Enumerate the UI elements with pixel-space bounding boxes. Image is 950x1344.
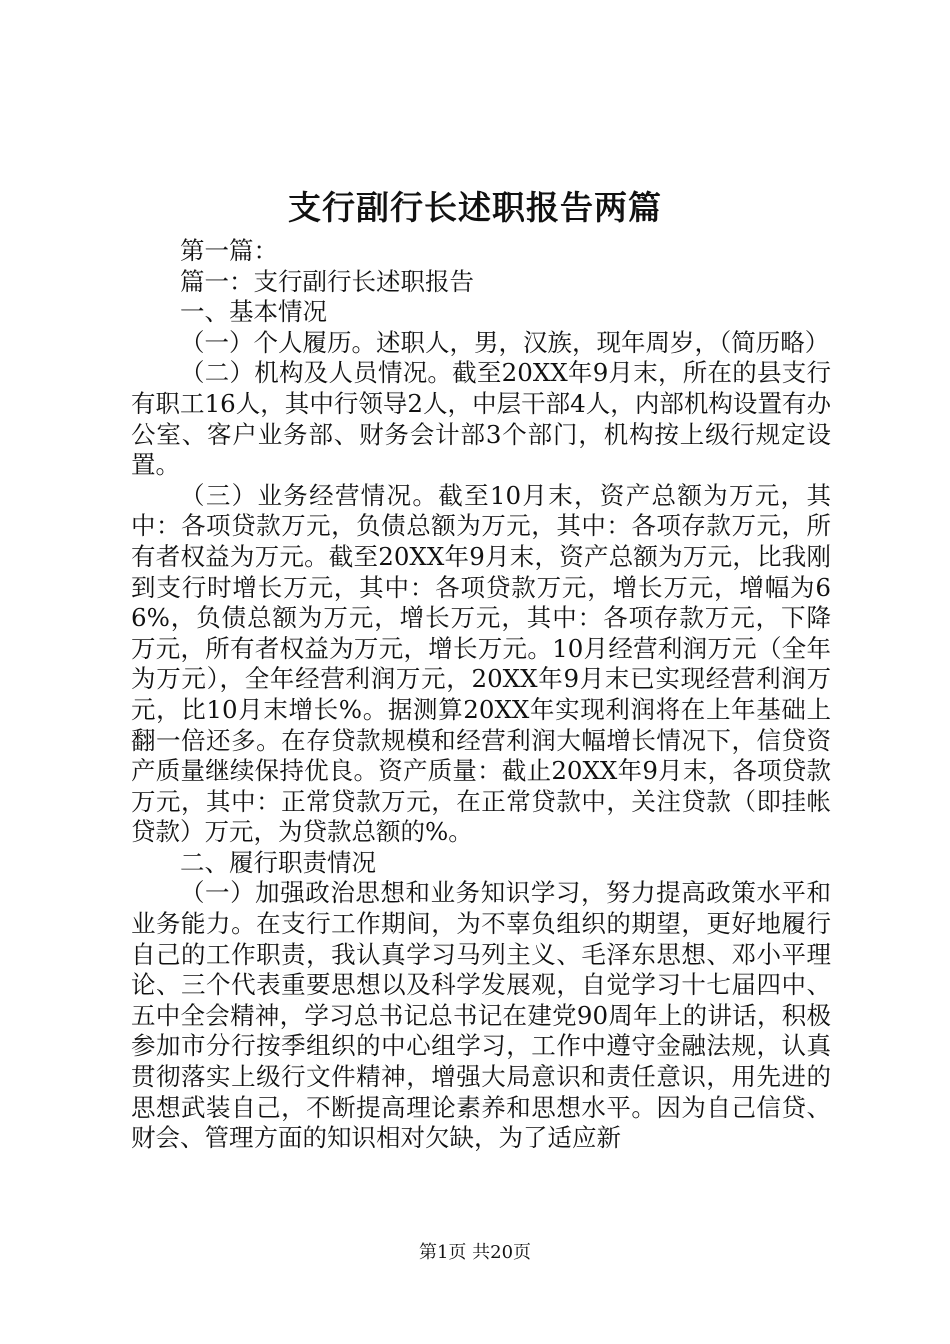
document-title: 支行副行长述职报告两篇 (288, 188, 662, 227)
section-heading-basic-info: 一、基本情况 (180, 297, 327, 327)
paragraph-business-operations: （三）业务经营情况。截至10月末，资产总额为万元，其中：各项贷款万元，负债总额为万元，其中：各项存款万元，所有者权益为万元。截至20XX年9月末，资产总额为万元，比我刚到支行时增长万元，其中：各项贷款万元，增长万元，增幅为66%，负债总额为万元，增长万元，其中：各项存款万元，下降万元，所有者权益为万元，增长万元。10月经营利润万元（全年为万元），全年经营利润万元，20XX年9月末已实现经营利润万元，比10月末增长%。据测算20XX年实现利润将在上年基础上翻一倍还多。在存贷款规模和经营利润大幅增长情况下，信贷资产质量继续保持优良。资产质量：截止20XX年9月末，各项贷款万元，其中：正常贷款万元，在正常贷款中，关注贷款（即挂帐贷款）万元，为贷款总额的%。 (131, 480, 831, 847)
paragraph-organization-staff: （二）机构及人员情况。截至20XX年9月末，所在的县支行有职工16人，其中行领导2人，中层干部4人，内部机构设置有办公室、客户业务部、财务会计部3个部门，机构按上级行规定设置。 (131, 358, 831, 480)
paragraph-political-study: （一）加强政治思想和业务知识学习，努力提高政策水平和业务能力。在支行工作期间，为不辜负组织的期望，更好地履行自己的工作职责，我认真学习马列主义、毛泽东思想、邓小平理论、三个代表重要思想以及科学发展观，自觉学习十七届四中、五中全会精神，学习总书记总书记在建党90周年上的讲话，积极参加市分行按季组织的中心组学习，工作中遵守金融法规，认真贯彻落实上级行文件精神，增强大局意识和责任意识，用先进的思想武装自己，不断提高理论素养和思想水平。因为自己信贷、财会、管理方面的知识相对欠缺，为了适应新 (131, 878, 831, 1153)
paragraph-part-label: 第一篇： (180, 236, 278, 265)
section-heading-duties: 二、履行职责情况 (180, 847, 376, 877)
paragraph-article-heading: 篇一：支行副行长述职报告 (180, 266, 474, 296)
page-footer: 第1页 共20页 (418, 1242, 532, 1263)
paragraph-personal-history: （一）个人履历。述职人，男，汉族，现年周岁，（简历略） (180, 327, 830, 357)
document-body (131, 236, 831, 1154)
